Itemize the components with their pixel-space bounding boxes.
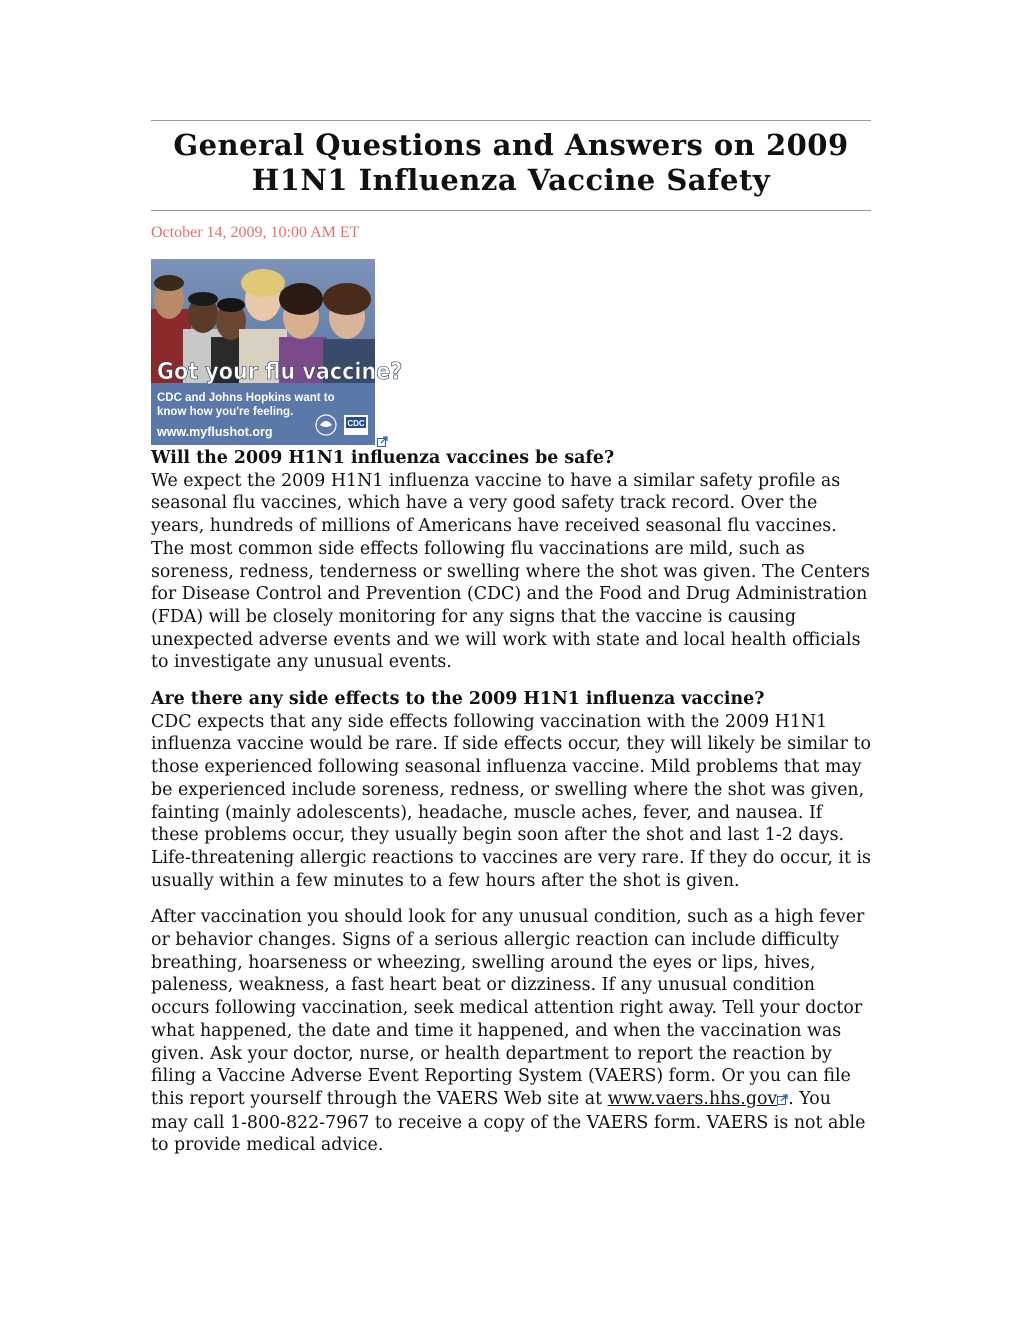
question-2: Are there any side effects to the 2009 H1N1 influenza vaccine?	[151, 689, 765, 710]
cdc-logo	[344, 415, 368, 435]
flu-vaccine-banner[interactable]	[151, 259, 403, 445]
banner-headline: Got your flu vaccine?	[157, 359, 403, 385]
paragraph-text-start: After vaccination you should look for any unusual condition, such as a high fever or behavior changes. Signs of a serious allergic reaction can include difficulty breathing, hoarseness or wheezing, swelling around the eyes or lips, hives, paleness, weakness, a fast heart beat or dizziness. If any unusual condition occurs following vaccination, seek medical attention right away. Tell your doctor what happened, the date and time it happened, and when the vaccination was given. Ask your doctor, nurse, or health department to report the reaction by filing a Vaccine Adverse Event Reporting System (VAERS) form. Or you can file this report yourself through the VAERS Web site at	[151, 907, 865, 1109]
external-link-icon[interactable]	[777, 1089, 788, 1112]
paragraph-text-end: . You may call 1-800-822-7967 to receive a copy of the VAERS form. VAERS is not able to provide medical advice.	[151, 1088, 866, 1156]
title-bottom-divider	[151, 210, 871, 211]
banner-line2: know how you're feeling.	[157, 406, 294, 418]
article-body	[151, 447, 871, 1157]
banner-url: www.myflushot.org	[157, 425, 273, 439]
question-1: Will the 2009 H1N1 influenza vaccines be safe?	[151, 448, 615, 468]
publish-date: October 14, 2009, 10:00 AM ET	[151, 224, 360, 241]
svg-text:CDC: CDC	[347, 419, 365, 428]
answer-2: CDC expects that any side effects following vaccination with the 2009 H1N1 influenza vaccine would be rare. If side effects occur, they will likely be similar to those experienced following seasonal influenza vaccine. Mild problems that may be experienced include soreness, redness, or swelling where the shot was given, fainting (mainly adolescents), headache, muscle aches, fever, and nausea. If these problems occur, they usually begin soon after the shot and last 1-2 days. Life-threatening allergic reactions to vaccines are very rare. If they do occur, it is usually within a few minutes to a few hours after the shot is given.	[151, 711, 871, 891]
banner-line1: CDC and Johns Hopkins want to	[157, 392, 335, 404]
page-title: General Questions and Answers on 2009 H1N1 Influenza Vaccine Safety	[173, 128, 849, 197]
vaers-link[interactable]: www.vaers.hhs.gov	[607, 1088, 778, 1109]
answer-1: We expect the 2009 H1N1 influenza vaccine to have a similar safety profile as seasonal flu vaccines, which have a very good safety track record. Over the years, hundreds of millions of Americans have received seasonal flu vaccines. The most common side effects following flu vaccinations are mild, such as soreness, redness, tenderness or swelling where the shot was given. The Centers for Disease Control and Prevention (CDC) and the Food and Drug Administration (FDA) will be closely monitoring for any signs that the vaccine is causing unexpected adverse events and we will work with state and local health officials to investigate any unusual events.	[151, 470, 870, 673]
title-top-divider	[151, 120, 871, 121]
after-vaccination-paragraph	[151, 906, 871, 1157]
